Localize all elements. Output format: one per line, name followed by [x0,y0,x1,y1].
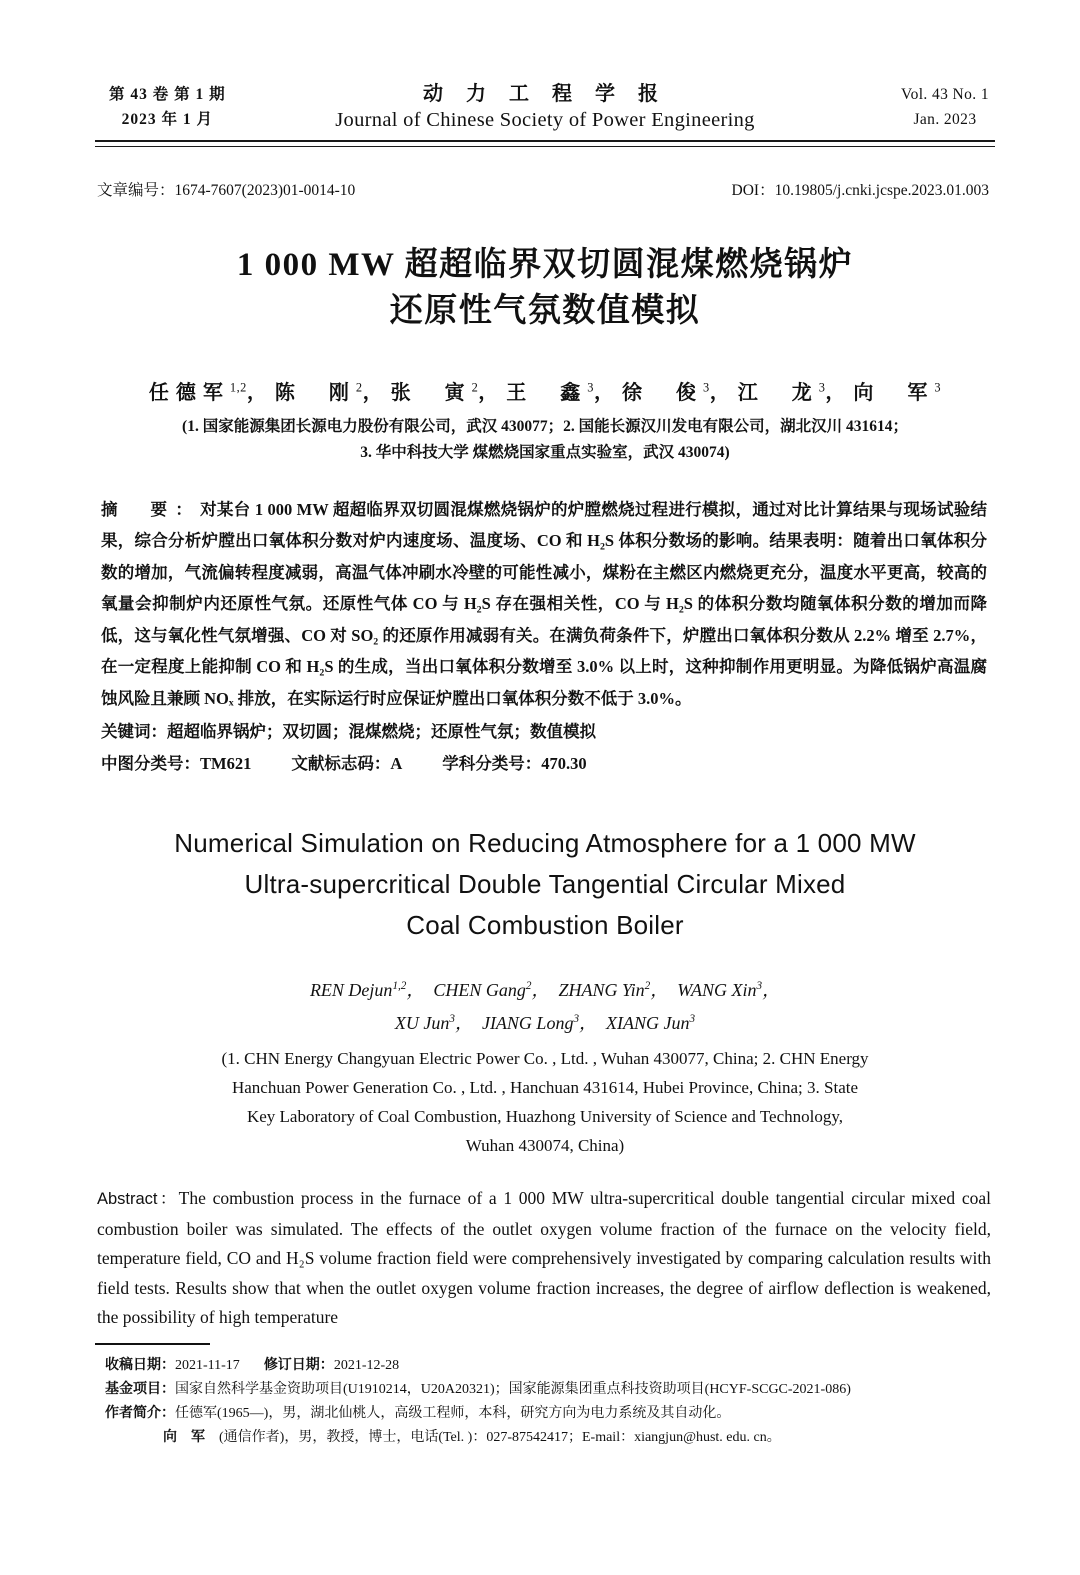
footnote-block [95,1354,995,1450]
volume-issue-cn: 第 43 卷 第 1 期 [109,86,226,103]
author-cn-affil-mark: 3 [703,380,710,394]
author-cn [622,382,710,404]
date-en: Jan. 2023 [913,111,977,128]
author-separator: ， [362,381,391,404]
affiliation-en-line-4: Wuhan 430074, China) [465,1136,625,1156]
footnote-funding [105,1378,995,1402]
affiliations-cn [95,414,995,466]
received-date-value: 2021-11-17 [175,1357,240,1373]
author-en-name: XU Jun [394,1013,450,1034]
author-separator: ， [709,381,738,404]
received-date-label: 收稿日期： [105,1357,175,1373]
affiliations-en [95,1044,995,1160]
author-cn-affil-mark: 1,2 [229,380,247,394]
author-cn-name: 江 龙 [737,381,819,404]
affiliation-cn-line-2: 3. 华中科技大学 煤燃烧国家重点实验室，武汉 430074) [360,443,730,461]
doc-code-value: A [390,753,403,773]
volume-issue-en: Vol. 43 No. 1 [900,86,989,103]
author-en-affil-mark: 3 [689,1013,696,1026]
author-en-name: ， CHEN Gang [406,980,526,1001]
title-en-line-3: Coal Combustion Boiler [406,910,684,941]
journal-masthead [95,82,995,142]
affiliation-en-line-3: Key Laboratory of Coal Combustion, Huazhong University of Science and Technology, [246,1107,844,1127]
author-cn [275,382,363,404]
funding-label: 基金项目： [105,1381,175,1397]
title-en-line-2: Ultra-supercritical Double Tangential Circular Mixed [244,869,846,900]
classification-cn [95,748,995,780]
author-cn [149,382,247,404]
author-separator: ， [762,980,781,1001]
author-en-affil-mark: 1,2 [392,980,407,993]
author-en-line-1 [95,972,995,1005]
page-content [95,0,995,1575]
author-cn-name: 向 军 [853,381,935,404]
author-en-line-2 [95,1005,995,1038]
author-en-affil-mark: 2 [525,980,532,993]
subject-code-label: 学科分类号： [442,753,542,773]
affiliation-cn-line-1: (1. 国家能源集团长源电力股份有限公司，武汉 430077；2. 国能长源汉川发电有限公司，湖北汉川 431614； [182,417,908,435]
author-en-name: ， WANG Xin [650,980,757,1001]
abstract-en [95,1184,995,1333]
footnote-dates [105,1354,995,1378]
author-bio-label: 作者简介： [105,1405,175,1421]
author-en-name: REN Dejun [309,980,393,1001]
author-cn [506,382,594,404]
article-id-row [95,178,995,200]
page-title-cn [95,242,995,334]
author-en-name: ， XIANG Jun [579,1013,690,1034]
funding-value: 国家自然科学基金资助项目(U1910214，U20A20321)；国家能源集团重点科技资助项目(HCYF-SCGC-2021-086) [175,1381,851,1397]
corresponding-author-name: 向 军 [163,1429,205,1445]
keywords-cn-value: 超超临界锅炉；双切圆；混煤燃烧；还原性气氛；数值模拟 [167,722,596,742]
abstract-cn [95,494,995,715]
author-cn-name: 张 寅 [390,381,472,404]
abstract-cn-text: 对某台 1 000 MW 超超临界双切圆混煤燃烧锅炉的炉膛燃烧过程进行模拟，通过对比计算结果与现场试验结果，综合分析炉膛出口氧体积分数对炉内速度场、温度场、CO 和 H₂S 体积分数场的影响。结果表明：随着出口氧体积分数的增加，气流偏转程度减弱，高温气体冲刷水冷壁的可能性减小，煤粉在主燃区内燃烧更充分，温度水平更高，较高的氧量会抑制炉内还原性气氛。还原性气体 CO 与 H₂S 存在强相关性，CO 与 H₂S 的体积分数均随氧体积分数的增加而降低，这与氧化性气氛增强、CO 对 SO₂ 的还原作用减弱有关。在满负荷条件下，炉膛出口氧体积分数从 2.2% 增至 2.7%，在一定程度上能抑制 CO 和 H₂S 的生成，当出口氧体积分数增至 3.0% 以上时，这种抑制作用更明显。为降低锅炉高温腐蚀风险且兼顾 NOₓ 排放，在实际运行时应保证炉膛出口氧体积分数不低于 3.0%。 [101,499,987,708]
author-separator: ， [246,381,275,404]
abstract-cn-label: 摘 要： [101,499,201,519]
journal-title-cn: 动 力 工 程 学 报 [423,83,667,105]
author-cn-affil-mark: 3 [818,380,826,394]
author-cn-affil-mark: 2 [355,380,363,394]
revised-date-label: 修订日期： [263,1357,334,1373]
clc-label: 中图分类号： [101,753,200,773]
subject-code-value: 470.30 [541,753,587,773]
author-cn-name: 王 鑫 [506,381,588,404]
title-cn-line-1: 1 000 MW 超超临界双切圆混煤燃烧锅炉 [236,247,854,283]
footnote-corresponding-author [105,1426,995,1450]
title-en-line-1: Numerical Simulation on Reducing Atmosphere for a 1 000 MW [174,828,916,859]
author-separator: ， [478,381,507,404]
revised-date-value: 2021-12-28 [333,1357,400,1373]
author-cn-name: 徐 俊 [622,381,703,404]
abstract-en-label: Abstract： [97,1190,179,1209]
author-cn-name: 任德军 [148,381,230,404]
author-en-affil-mark: 3 [756,980,763,993]
author-separator: ， [825,381,854,404]
author-bio-value: 任德军(1965—)，男，湖北仙桃人，高级工程师，本科，研究方向为电力系统及其自动化。 [175,1405,731,1421]
author-cn-affil-mark: 3 [934,380,942,394]
page-title-en [95,823,995,946]
date-cn: 2023 年 1 月 [121,111,214,128]
author-list-cn [95,372,995,408]
author-en-name: ， JIANG Long [454,1013,574,1034]
masthead-right-block [901,82,989,132]
affiliation-en-line-2: Hanchuan Power Generation Co. , Ltd. , Hanchuan 431614, Hubei Province, China; 3. State [231,1078,859,1098]
affiliation-en-line-1: (1. CHN Energy Changyuan Electric Power Co. , Ltd. , Wuhan 430077, China; 2. CHN Energy [221,1049,869,1069]
author-list-en [95,972,995,1038]
keywords-cn [95,716,995,748]
author-en-affil-mark: 3 [573,1013,580,1026]
author-separator: ， [594,381,622,404]
author-en-name: ， ZHANG Yin [531,980,645,1001]
footnote-divider [95,1343,210,1345]
author-cn-affil-mark: 2 [471,380,479,394]
author-en-affil-mark: 2 [644,980,651,993]
journal-title-en: Journal of Chinese Society of Power Engineering [335,109,755,131]
corresponding-author-value: (通信作者)，男，教授，博士，电话(Tel. )：027-87542417；E-mail：xiangjun@hust. edu. cn。 [219,1429,781,1445]
doc-code-label: 文献标志码： [291,753,391,773]
clc-value: TM621 [200,753,252,773]
abstract-en-text: The combustion process in the furnace of a 1 000 MW ultra-supercritical double tangential circular mixed coal combustion boiler was simulated. The effects of the outlet oxygen volume fraction of the furnace on the velocity field, temperature field, CO and H₂S volume fraction field were comprehensively investigated by comparing calculation results with field tests. Results show that when the outlet oxygen volume fraction increases, the degree of airflow deflection is weakened, the possibility of high temperature [97,1188,991,1328]
author-cn [391,382,479,404]
footnote-author-bio [105,1402,995,1426]
author-cn [738,382,826,404]
title-cn-line-2: 还原性气氛数值模拟 [389,293,701,329]
masthead-center-block [95,82,995,134]
author-cn-affil-mark: 3 [587,380,594,394]
article-doi[interactable]: DOI：10.19805/j.cnki.jcspe.2023.01.003 [731,182,989,199]
keywords-cn-label: 关键词： [101,722,167,742]
article-number: 文章编号：1674-7607(2023)01-0014-10 [97,182,356,199]
author-cn [853,382,941,404]
masthead-divider [95,140,995,147]
author-en-affil-mark: 3 [449,1013,455,1026]
author-cn-name: 陈 刚 [274,381,356,404]
